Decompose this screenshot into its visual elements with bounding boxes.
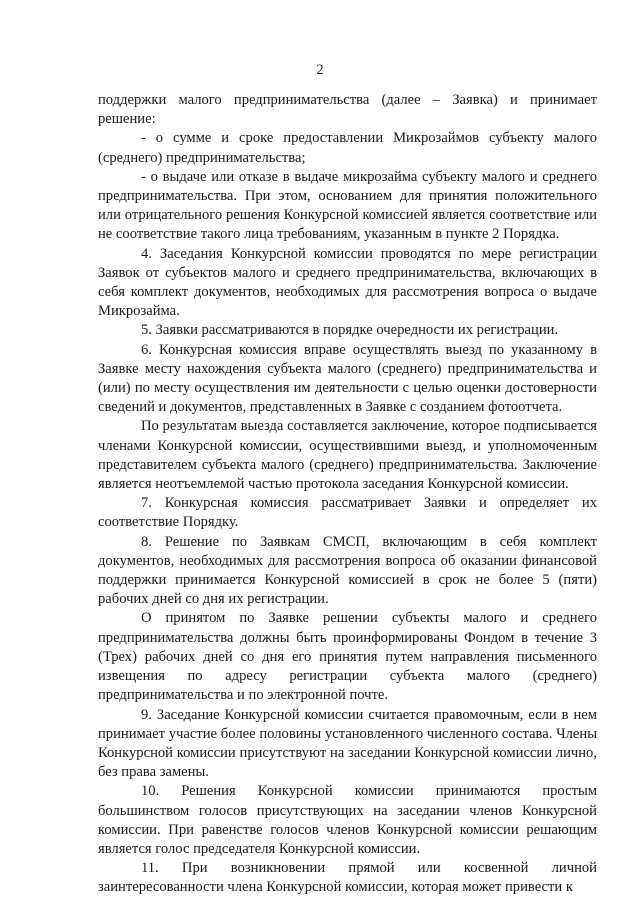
paragraph: По результатам выезда составляется заключение, которое подписывается членами Конкурсной комиссии, осуществившими выезд, и уполномоченным представителем субъекта малого (среднего) предпринимательства. Заключение является неотъемлемой частью протокола заседания Конкурсной комиссии. bbox=[98, 418, 597, 493]
paragraph: 11. При возникновении прямой или косвенной личной заинтересованности члена Конкурсной комиссии, которая может привести к bbox=[98, 860, 597, 896]
paragraph: 5. Заявки рассматриваются в порядке очередности их регистрации. bbox=[141, 322, 559, 339]
paragraph: - о сумме и сроке предоставлении Микрозаймов субъекту малого (среднего) предпринимательства; bbox=[98, 130, 597, 166]
paragraph: 6. Конкурсная комиссия вправе осуществлять выезд по указанному в Заявке месту нахождения субъекта малого (среднего) предпринимательства и (или) по месту осуществления им деятельности с целью оценки достоверности сведений и документов, представленных в Заявке с созданием фотоотчета. bbox=[98, 341, 597, 416]
paragraph: поддержки малого предпринимательства (далее – Заявка) и принимает решение: bbox=[98, 92, 597, 128]
paragraph: 8. Решение по Заявкам СМСП, включающим в себя комплект документов, необходимых для рассмотрения вопроса об оказании финансовой поддержки принимается Конкурсной комиссией в срок не более 5 (пяти) рабочих дней со дня их регистрации. bbox=[98, 533, 597, 608]
page-number: 2 bbox=[316, 62, 324, 78]
paragraph: О принятом по Заявке решении субъекты малого и среднего предпринимательства должны быть проинформированы Фондом в течение 3 (Трех) рабочих дней со дня его принятия путем направления письменного извещения по адресу регистрации субъекта малого (среднего) предпринимательства и по электронной почте. bbox=[98, 610, 597, 704]
document-body bbox=[98, 91, 597, 898]
paragraph: 4. Заседания Конкурсной комиссии проводятся по мере регистрации Заявок от субъектов малого и среднего предпринимательства, включающих в себя комплект документов, необходимых для рассмотрения вопроса о выдаче Микрозайма. bbox=[98, 245, 597, 320]
paragraph: - о выдаче или отказе в выдаче микрозайма субъекту малого и среднего предпринимательства. При этом, основанием для принятия положительного или отрицательного решения Конкурсной комиссией является соответствие или не соответствие такого лица требованиям, указанным в пункте 2 Порядка. bbox=[98, 168, 597, 243]
paragraph: 7. Конкурсная комиссия рассматривает Заявки и определяет их соответствие Порядку. bbox=[98, 495, 597, 531]
paragraph: 10. Решения Конкурсной комиссии принимаются простым большинством голосов присутствующих на заседании членов Конкурсной комиссии. При равенстве голосов членов Конкурсной комиссии решающим является голос председателя Конкурсной комиссии. bbox=[98, 783, 597, 857]
paragraph: 9. Заседание Конкурсной комиссии считается правомочным, если в нем принимает участие более половины установленного численного состава. Члены Конкурсной комиссии присутствуют на заседании Конкурсной комиссии лично, без права замены. bbox=[98, 706, 597, 781]
